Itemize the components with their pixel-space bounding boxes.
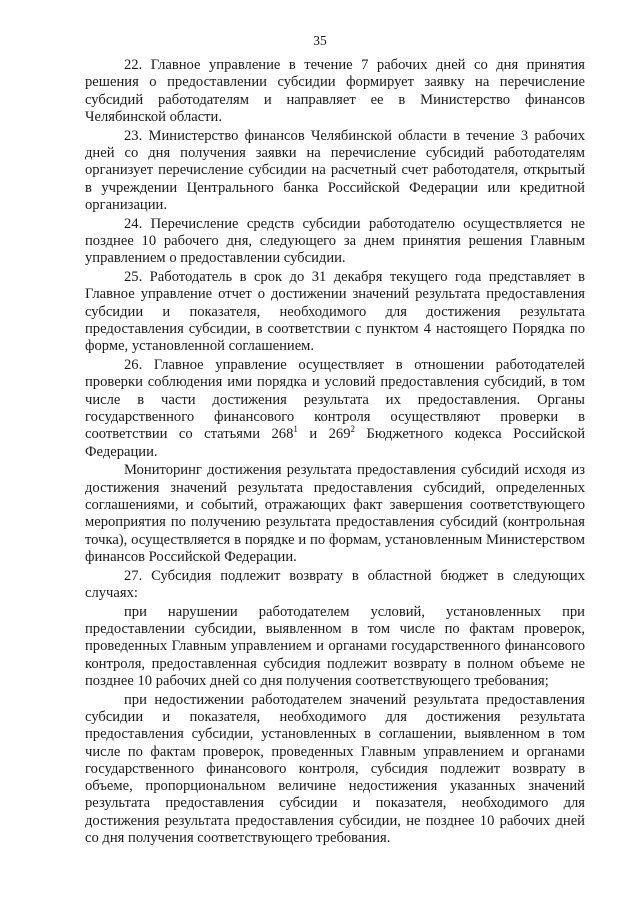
paragraph-26-text-end: Бюджетного кодекса Российской Федерации. (85, 426, 586, 460)
article-268-superscript: 1 (293, 424, 298, 435)
paragraph-23: 23. Министерство финансов Челябинской области в течение 3 рабочих дней со дня получения заявки на перечисление субсидий работодателям организует перечисление субсидии на расчетный счет работодателя, открытый в учреждении Центрального банка Российской Федерации или кредитной организации. (85, 127, 585, 213)
paragraph-27: 27. Субсидия подлежит возврату в областной бюджет в следующих случаях: (85, 567, 585, 601)
paragraph-27-case-nonachievement: при недостижении работодателем значений результата предоставления субсидии и показателя, необходимого для достижения результата предоставления субсидии, установленных в соглашении, выявленном в том числе по фактам проверок, проведенных Главным управлением и органами государственного финансового контроля, субсидия подлежит возврату в объеме, пропорциональном величине недостижения указанных значений результата предоставления субсидии и показателя, необходимого для достижения результата предоставления субсидии, не позднее 10 рабочих дней со дня получения соответствующего требования. (85, 691, 585, 847)
article-269-superscript: 2 (350, 424, 356, 435)
paragraph-27-case-violation: при нарушении работодателем условий, установленных при предоставлении субсидии, выявленном в том числе по фактам проверок, проведенных Главным управлением и органами государственного финансового контроля, предоставленная субсидия подлежит возврату в полном объеме не позднее 10 рабочих дней со дня получения соответствующего требования; (85, 603, 585, 689)
paragraph-25: 25. Работодатель в срок до 31 декабря текущего года представляет в Главное управление отчет о достижении значений результата предоставления субсидии и показателя, необходимого для достижения результата предоставления субсидии, в соответствии с пунктом 4 настоящего Порядка по форме, установленной соглашением. (85, 269, 585, 355)
paragraph-26-text-start: 26. Главное управление осуществляет в отношении работодателей проверки соблюдения ими порядка и условий предоставления субсидий, в том числе в части достижения результата их предоставления. Органы государственного финансового контроля осуществляют проверки в соответствии со статьями 268 (85, 357, 585, 443)
paragraph-26-text-middle: и 269 (297, 426, 351, 443)
paragraph-24: 24. Перечисление средств субсидии работодателю осуществляется не позднее 10 рабочего дня, следующего за днем принятия решения Главным управлением о предоставлении субсидии. (85, 215, 585, 267)
page-number: 35 (313, 33, 327, 48)
paragraph-22: 22. Главное управление в течение 7 рабочих дней со дня принятия решения о предоставлении субсидии формирует заявку на перечисление субсидий работодателям и направляет ее в Министерство финансов Челябинской области. (85, 57, 585, 125)
paragraph-26 (85, 357, 585, 461)
document-body (85, 57, 585, 849)
paragraph-monitoring: Мониторинг достижения результата предоставления субсидий исходя из достижения значений результата предоставления субсидий, определенных соглашениями, и событий, отражающих факт завершения соответствующего мероприятия по получению результата предоставления субсидий (контрольная точка), осуществляется в порядке и по формам, установленным Министерством финансов Российской Федерации. (85, 462, 585, 565)
